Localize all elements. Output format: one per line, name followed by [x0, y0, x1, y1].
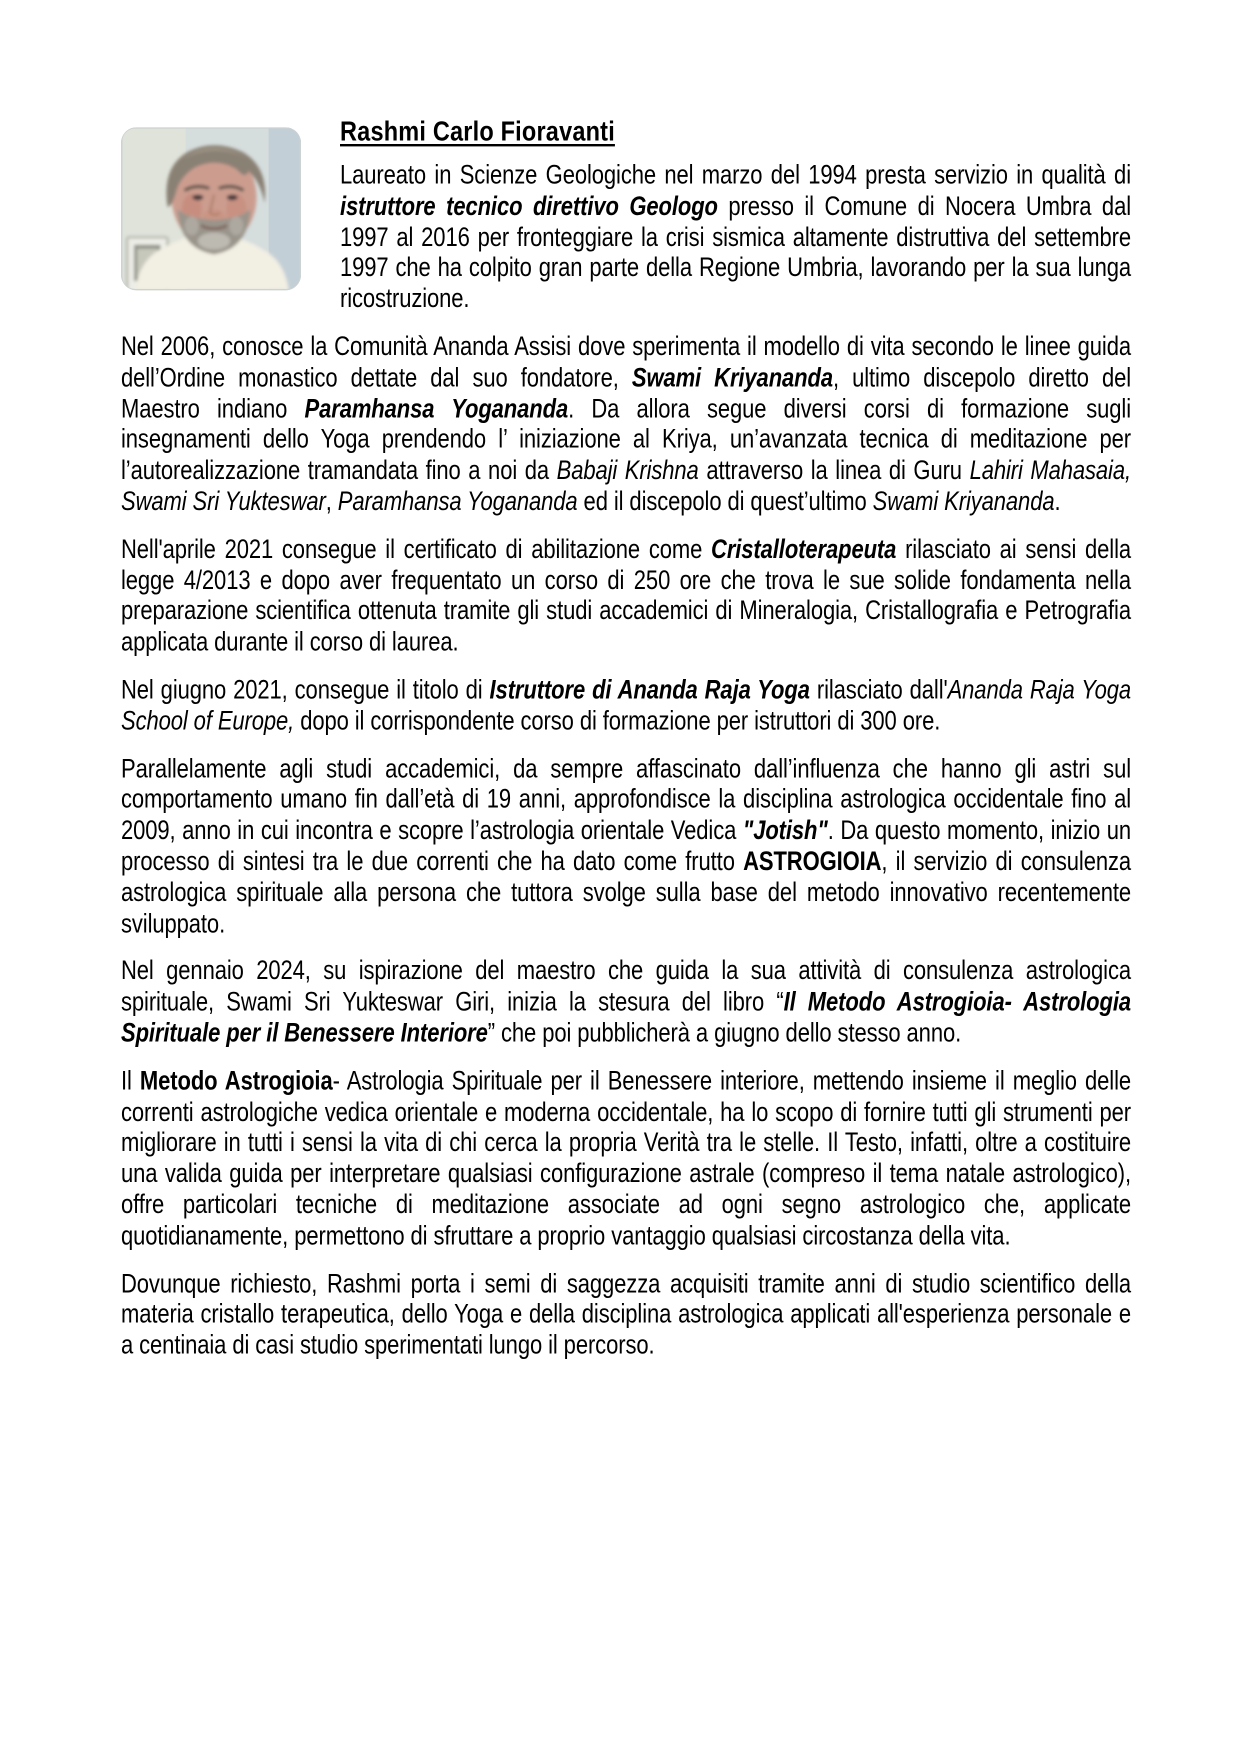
text-run: , ultimo discepolo diretto del Maestro indiano — [121, 362, 1132, 424]
paragraph-conclusione — [121, 1268, 1131, 1361]
text-run: dopo il corrispondente corso di formazione per istruttori di 300 ore. — [294, 705, 941, 736]
text-run: . Da questo momento, inizio un processo di sintesi tra le due correnti che ha dato come frutto — [121, 814, 1131, 876]
text-run: Nell'aprile 2021 consegue il certificato di abilitazione come — [121, 533, 712, 564]
paragraph-ananda-2006 — [121, 331, 1131, 517]
profile-photo-image — [121, 127, 301, 290]
text-run: Il — [121, 1065, 140, 1096]
profile-photo — [121, 127, 301, 290]
text-run: rilasciato ai sensi della legge 4/2013 e dopo aver frequentato un corso di 250 ore che trova le sue solide fondamenta nella preparazione scientifica ottenuta tramite gli studi accademici di Mineralogia, Cristallografia e Petrografia applicata durante il corso di laurea. — [121, 533, 1131, 657]
paragraph-cristalloterapeuta-2021 — [121, 534, 1131, 658]
paragraph-astrologia — [121, 753, 1131, 939]
text-run: "Jotish" — [742, 814, 828, 845]
text-run: ASTROGIOIA — [743, 845, 882, 876]
text-run: Paramhansa Yogananda — [304, 393, 569, 424]
text-run: Metodo Astrogioia — [139, 1065, 333, 1096]
text-run: , il servizio di consulenza astrologica spirituale alla persona che tuttora svolge sulla base del metodo innovativo recentemente sviluppato. — [121, 845, 1131, 938]
text-run: Nel giugno 2021, consegue il titolo di — [121, 674, 490, 705]
text-run: . Da allora segue diversi corsi di formazione sugli insegnamenti dello Yoga prendendo l’ iniziazione al Kriya, un’avanzata tecnica di meditazione per l’autorealizzazione tramandata fino a noi da — [121, 393, 1131, 486]
person-name-title: Rashmi Carlo Fioravanti — [340, 115, 615, 147]
text-run: Lahiri Mahasaia, Swami Sri Yukteswar — [121, 455, 1131, 516]
text-run: Nel 2006, conosce la Comunità Ananda Assisi dove sperimenta il modello di vita secondo le linee guida dell’Ordine monastico dettate dal suo fondatore, — [121, 331, 1131, 393]
text-run: , — [325, 485, 338, 516]
paragraph-libro-2024 — [121, 956, 1131, 1049]
text-run: Swami Kriyananda — [872, 485, 1055, 516]
text-run: istruttore tecnico direttivo Geologo — [340, 190, 718, 221]
text-run: Dovunque richiesto, Rashmi porta i semi di saggezza acquisiti tramite anni di studio scientifico della materia cristallo terapeutica, dello Yoga e della disciplina astrologica applicati all'esperienza personale e a centinaia di casi studio sperimentati lungo il percorso. — [121, 1267, 1131, 1360]
text-run: rilasciato dall' — [809, 674, 948, 705]
text-run: Swami Kriyananda — [631, 362, 833, 393]
text-run: presso il Comune di Nocera Umbra dal 1997 al 2016 per fronteggiare la crisi sismica altamente distruttiva del settembre 1997 che ha colpito gran parte della Regione Umbria, lavorando per la sua lunga ricostruzione. — [340, 190, 1131, 314]
text-run: . — [1054, 485, 1061, 516]
text-run: Ananda Raja Yoga School of Europe, — [121, 674, 1132, 736]
text-run: attraverso la linea di Guru — [698, 455, 970, 486]
text-run: Parallelamente agli studi accademici, da sempre affascinato dall’influenza che hanno gli astri sul comportamento umano fin dall’età di 19 anni, approfondisce la disciplina astrologica occidentale fino al 2009, anno in cui incontra e scopre l’astrologia orientale Vedica — [121, 753, 1131, 845]
text-run: ed il discepolo di quest’ultimo — [577, 485, 873, 516]
text-run: Cristalloterapeuta — [711, 533, 897, 564]
text-run: Istruttore di Ananda Raja Yoga — [489, 674, 810, 705]
text-run: ” che poi pubblicherà a giugno dello stesso anno. — [487, 1017, 962, 1048]
text-run: Babaji Krishna — [556, 455, 699, 486]
paragraph-metodo-astrogioia — [121, 1065, 1131, 1251]
paragraph-raja-yoga-2021 — [121, 674, 1131, 736]
biography-paragraphs — [121, 160, 1131, 1361]
text-run: Laureato in Scienze Geologiche nel marzo del 1994 presta servizio in qualità di — [340, 159, 1131, 190]
text-run: Il Metodo Astrogioia- Astrologia Spirituale per il Benessere Interiore — [121, 986, 1131, 1048]
text-run: Paramhansa Yogananda — [337, 485, 578, 516]
text-run: Nel gennaio 2024, su ispirazione del maestro che guida la sua attività di consulenza astrologica spirituale, Swami Sri Yukteswar Giri, inizia la stesura del libro “ — [121, 955, 1131, 1017]
text-run: - Astrologia Spirituale per il Benessere interiore, mettendo insieme il meglio delle correnti astrologiche vedica orientale e moderna occidentale, ha lo scopo di fornire tutti gli strumenti per migliorare in tutti i sensi la vita di chi cerca la propria Verità tra le stelle. Il Testo, infatti, oltre a costituire una valida guida per interpretare qualsiasi configurazione astrale (compreso il tema natale astrologico), offre particolari tecniche di meditazione associate ad ogni segno astrologico che, applicate quotidianamente, permettono di sfruttare a proprio vantaggio qualsiasi circostanza della vita. — [121, 1065, 1132, 1251]
